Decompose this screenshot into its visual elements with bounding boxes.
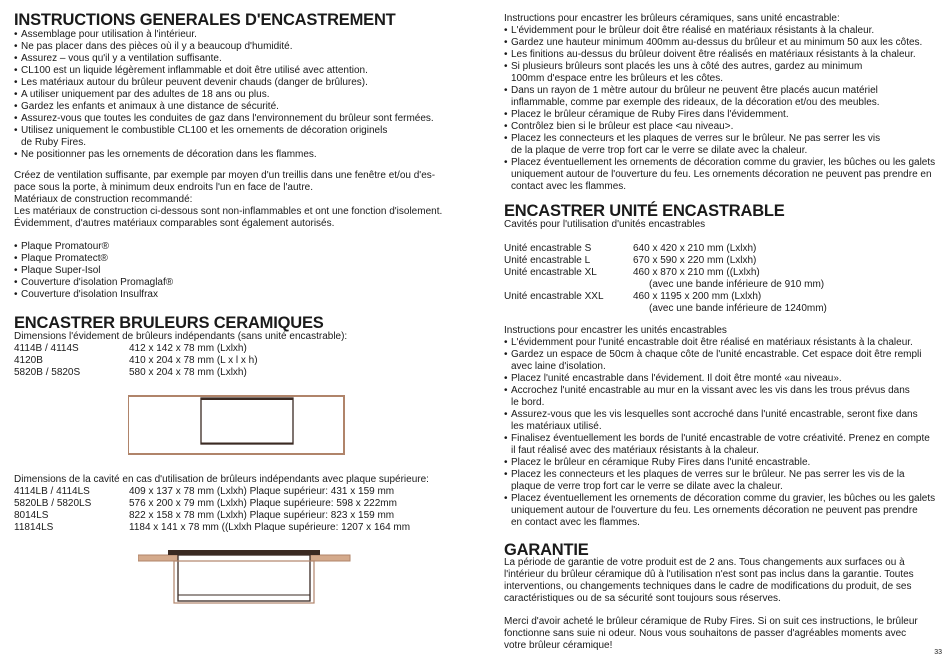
general-instruction-item: • Les matériaux autour du brûleur peuvent devenir chauds (danger de brûlures). <box>14 77 476 89</box>
unit-dimensions-table <box>504 243 940 315</box>
unit-install-item: • Placez le brûleur en céramique Ruby Fires dans l'unité encastrable. <box>504 457 940 469</box>
model-name: 5820LB / 5820LS <box>14 498 92 509</box>
burner-with-plate-diagram <box>138 547 354 605</box>
plate-dimension-row <box>14 510 476 522</box>
warranty-line: l'intérieur du brûleur céramique dû à l'utilisation n'est sont pas inclus dans la garantie. Toutes <box>504 569 914 580</box>
ceramic-burners-title: ENCASTRER BRULEURS CERAMIQUES <box>14 314 324 332</box>
ceramic-install-item: • Placez éventuellement les ornements de décoration comme du gravier, les bûches ou les galets uniquement autour de l'ouverture du feu. Les ornements décoration ne peuvent pas prendre en contact avec les flammes. <box>504 157 940 193</box>
unit-model-name: Unité encastrable S <box>504 243 592 254</box>
material-item: • Couverture d'isolation Insulfrax <box>14 289 314 301</box>
ventilation-line: Matériaux de construction recommandé: <box>14 194 193 205</box>
unit-dimensions: 640 x 420 x 210 mm (Lxlxh) <box>633 243 757 254</box>
material-item: • Plaque Super-Isol <box>14 265 314 277</box>
unit-dimension-row <box>504 243 940 255</box>
plate-dimensions-table <box>14 486 476 534</box>
top-plate <box>168 550 320 555</box>
general-instruction-item: • Gardez les enfants et animaux à une distance de sécurité. <box>14 101 476 113</box>
general-instruction-item: • Ne positionner pas les ornements de décoration dans les flammes. <box>14 149 476 161</box>
ceramic-install-item: • Si plusieurs brûleurs sont placés les uns à côté des autres, gardez au minimum 100mm d'espace entre les brûleurs et les côtes. <box>504 61 940 85</box>
unit-subtitle: Cavités pour l'utilisation d'unités encastrables <box>504 219 706 230</box>
material-item: • Plaque Promatour® <box>14 241 314 253</box>
general-instruction-item: • Assemblage pour utilisation à l'intérieur. <box>14 29 476 41</box>
unit-model-name: Unité encastrable XL <box>504 267 597 278</box>
model-dimensions: 822 x 158 x 78 mm (Lxlxh) Plaque supérieur: 823 x 159 mm <box>129 510 395 521</box>
ceramic-install-item: • Placez les connecteurs et les plaques de verres sur le brûleur. Ne pas serrer les vis de la plaque de verre trop fort car le verre se dilate avec la chaleur. <box>504 133 940 157</box>
unit-title: ENCASTRER UNITÉ ENCASTRABLE <box>504 202 785 220</box>
general-instruction-item: • A utiliser uniquement par des adultes de 18 ans ou plus. <box>14 89 476 101</box>
thanks-paragraph <box>504 616 940 652</box>
unit-install-item: • Finalisez éventuellement les bords de l'unité encastrable de votre créativité. Prenez en compte il faut réalisé avec des matériaux résistants à la chaleur. <box>504 433 940 457</box>
unit-install-item: • L'évidemment pour l'unité encastrable doit être réalisé en matériaux résistants à la chaleur. <box>504 337 940 349</box>
model-name: 8014LS <box>14 510 49 521</box>
material-item: • Plaque Promatect® <box>14 253 314 265</box>
ceramic-install-item: • Dans un rayon de 1 mètre autour du brûleur ne peuvent être placés aucun matériel inflammable, comme par exemple des rideaux, de la décoration et/ou des meubles. <box>504 85 940 109</box>
general-instructions-title: INSTRUCTIONS GENERALES D'ENCASTREMENT <box>14 11 396 29</box>
thanks-line: Merci d'avoir acheté le brûleur céramique de Ruby Fires. Si on suit ces instructions, le brûleur <box>504 616 918 627</box>
burner-box <box>201 398 293 444</box>
warranty-title: GARANTIE <box>504 541 589 559</box>
burner-recess-diagram <box>128 394 348 456</box>
ceramic-dimension-row <box>14 367 476 379</box>
thanks-line: votre brûleur céramique! <box>504 640 613 651</box>
unit-install-intro: Instructions pour encastrer les unités encastrables <box>504 325 727 336</box>
unit-install-item: • Placez les connecteurs et les plaques de verres sur le brûleur. Ne pas serrer les vis de la plaque de verre trop fort car le verre se dilate avec la chaleur. <box>504 469 940 493</box>
model-name: 4114B / 4114S <box>14 343 79 354</box>
unit-install-item: • Accrochez l'unité encastrable au mur en la vissant avec les vis dans les trous prévus dans le bord. <box>504 385 940 409</box>
plate-dimensions-intro: Dimensions de la cavité en cas d'utilisation de brûleurs indépendants avec plaque supérieure: <box>14 474 429 485</box>
model-dimensions: 1184 x 141 x 78 mm ((Lxlxh Plaque supérieure: 1207 x 164 mm <box>129 522 411 533</box>
unit-install-item: • Gardez un espace de 50cm à chaque côte de l'unité encastrable. Cet espace doit être rempli avec laine d'isolation. <box>504 349 940 373</box>
burner-top-edge <box>201 398 293 400</box>
general-instructions-list <box>14 29 476 161</box>
general-instruction-item: • CL100 est un liquide légèrement inflammable et doit être utilisé avec attention. <box>14 65 476 77</box>
ventilation-line: pace sous la porte, à minimum deux endroits l'un en face de l'autre. <box>14 182 313 193</box>
unit-dimension-row <box>504 255 940 267</box>
burner-body <box>178 555 310 601</box>
ceramic-install-list <box>504 25 940 193</box>
unit-dimension-row <box>504 291 940 315</box>
material-item: • Couverture d'isolation Promaglaf® <box>14 277 314 289</box>
model-dimensions: 409 x 137 x 78 mm (Lxlxh) Plaque supérieur: 431 x 159 mm <box>129 486 395 497</box>
general-instruction-item: • Ne pas placer dans des pièces où il y a beaucoup d'humidité. <box>14 41 476 53</box>
warranty-line: caractéristiques ou de sa sécurité sont toujours sous réserves. <box>504 593 781 604</box>
plate-dimension-row <box>14 522 476 534</box>
general-instruction-item: • Assurez-vous que toutes les conduites de gaz dans l'environnement du brûleur sont fermées. <box>14 113 476 125</box>
unit-note: (avec une bande inférieure de 910 mm) <box>649 279 825 290</box>
ceramic-install-item: • Contrôlez bien si le brûleur est place <au niveau>. <box>504 121 940 133</box>
ceramic-install-item: • Placez le brûleur céramique de Ruby Fires dans l'évidemment. <box>504 109 940 121</box>
unit-install-item: • Placez l'unité encastrable dans l'évidement. Il doit être monté «au niveau». <box>504 373 940 385</box>
warranty-paragraph <box>504 557 940 605</box>
ventilation-line: Les matériaux de construction ci-dessous sont non-inflammables et ont une fonction d'isolement. <box>14 206 443 217</box>
model-name: 4114LB / 4114LS <box>14 486 90 497</box>
general-instruction-item: • Assurez – vous qu'il y a ventilation suffisante. <box>14 53 476 65</box>
unit-dimensions: 670 x 590 x 220 mm (Lxlxh) <box>633 255 757 266</box>
unit-dimension-row <box>504 267 940 291</box>
unit-install-item: • Placez éventuellement les ornements de décoration comme du gravier, les bûches ou les galets uniquement autour de l'ouverture du feu. Les ornements décoration ne peuvent pas prendre en contact avec les flammes. <box>504 493 940 529</box>
ceramic-install-intro: Instructions pour encastrer les brûleurs céramiques, sans unité encastrable: <box>504 13 840 24</box>
unit-install-list <box>504 337 940 529</box>
ceramic-dimensions-intro: Dimensions l'évidement de brûleurs indépendants (sans unité encastrable): <box>14 331 348 342</box>
unit-model-name: Unité encastrable XXL <box>504 291 604 302</box>
model-name: 11814LS <box>14 522 54 533</box>
warranty-line: interventions, ou changements techniques dans le cadre de modifications du produit, de ses <box>504 581 912 592</box>
thanks-line: fonctionne sans suie ni odeur. Nous vous souhaitons de passer d'agréables moments avec <box>504 628 907 639</box>
unit-dimensions: 460 x 870 x 210 mm ((Lxlxh) <box>633 267 760 278</box>
ventilation-line: Créez de ventilation suffisante, par exemple par moyen d'un treillis dans une fenêtre et/ou d'es- <box>14 170 436 181</box>
ventilation-line: Évidemment, d'autres matériaux comparables sont également autorisés. <box>14 218 335 229</box>
unit-note: (avec une bande inférieure de 1240mm) <box>649 303 827 314</box>
model-name: 5820B / 5820S <box>14 367 81 378</box>
plate-dimension-row <box>14 498 476 510</box>
plate-dimension-row <box>14 486 476 498</box>
warranty-line: La période de garantie de votre produit est de 2 ans. Tous changements aux surfaces ou à <box>504 557 905 568</box>
general-instruction-item: • Utilisez uniquement le combustible CL100 et les ornements de décoration originels de Ruby Fires. <box>14 125 476 149</box>
model-name: 4120B <box>14 355 43 366</box>
page-number: 33 <box>934 649 942 656</box>
ceramic-dimension-row <box>14 355 476 367</box>
model-dimensions: 412 x 142 x 78 mm (Lxlxh) <box>129 343 247 354</box>
ventilation-paragraph <box>14 170 476 230</box>
unit-install-item: • Assurez-vous que les vis lesquelles sont accroché dans l'unité encastrable, seront fixe dans les matériaux utilisé. <box>504 409 940 433</box>
ceramic-install-item: • L'évidemment pour le brûleur doit être réalisé en matériaux résistants à la chaleur. <box>504 25 940 37</box>
model-dimensions: 410 x 204 x 78 mm (L x l x h) <box>129 355 258 366</box>
unit-model-name: Unité encastrable L <box>504 255 591 266</box>
unit-dimensions: 460 x 1195 x 200 mm (Lxlxh) <box>633 291 762 302</box>
model-dimensions: 580 x 204 x 78 mm (Lxlxh) <box>129 367 247 378</box>
model-dimensions: 576 x 200 x 79 mm (Lxlxh) Plaque supérieure: 598 x 222mm <box>129 498 397 509</box>
ceramic-install-item: • Gardez une hauteur minimum 400mm au-dessus du brûleur et au minimum 50 aux les côtes. <box>504 37 940 49</box>
ceramic-dimension-row <box>14 343 476 355</box>
ceramic-install-item: • Les finitions au-dessus du brûleur doivent être réalisés en matériaux résistants à la chaleur. <box>504 49 940 61</box>
ceramic-dimensions-table <box>14 343 476 379</box>
materials-list <box>14 241 314 301</box>
